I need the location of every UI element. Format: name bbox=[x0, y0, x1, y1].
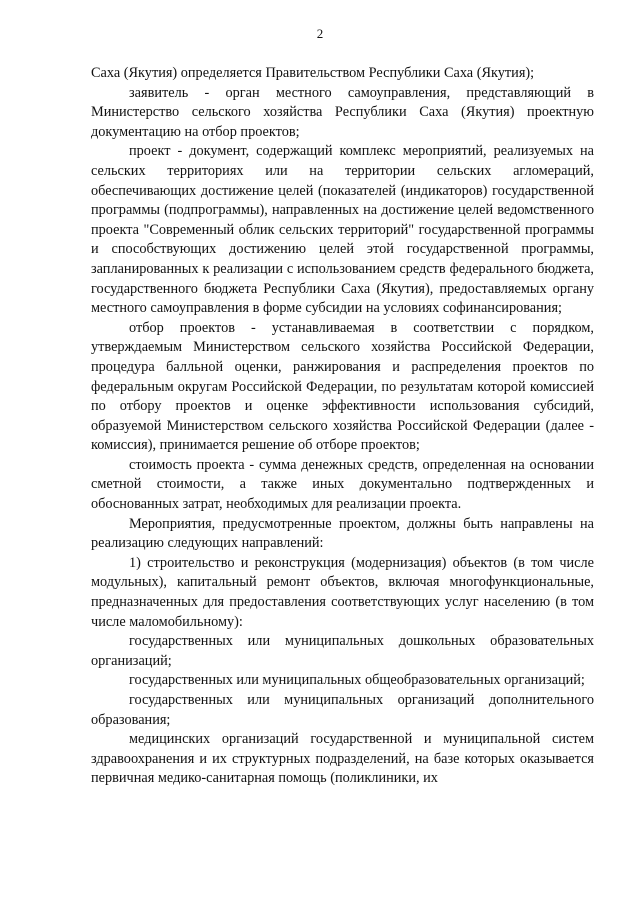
paragraph-list-item-1: 1) строительство и реконструкция (модернизация) объектов (в том числе модульных), капитальный ремонт объектов, включая многофункциональные, предназначенных для предоставления соответствующих услуг населению (в том числе маломобильному): bbox=[91, 554, 594, 630]
paragraph-project-cost-definition: стоимость проекта - сумма денежных средств, определенная на основании сметной стоимости, а также иных документально подтвержденных и обоснованных затрат, необходимых для реализации проекта. bbox=[91, 456, 594, 513]
paragraph-measures-intro: Мероприятия, предусмотренные проектом, должны быть направлены на реализацию следующих направлений: bbox=[91, 515, 594, 552]
paragraph-general-education: государственных или муниципальных общеобразовательных организаций; bbox=[129, 672, 585, 689]
paragraph-medical-organizations: медицинских организаций государственной и муниципальной систем здравоохранения и их структурных подразделений, на базе которых оказывается первичная медико-санитарная помощь (поликлиники, их bbox=[91, 731, 594, 787]
document-body bbox=[91, 64, 594, 789]
paragraph-additional-education: государственных или муниципальных организаций дополнительного образования; bbox=[91, 692, 594, 728]
paragraph-preschool: государственных или муниципальных дошкольных образовательных организаций; bbox=[91, 633, 594, 669]
paragraph-project-selection-definition: отбор проектов - устанавливаемая в соответствии с порядком, утверждаемым Министерством сельского хозяйства Российской Федерации, процедура балльной оценки, ранжирования и распределения проектов по федеральным округам Российской Федерации, по результатам которой комиссией по отбору проектов и оценке эффективности использования субсидий, образуемой Министерством сельского хозяйства Российской Федерации (далее - комиссия), принимается решение об отборе проектов; bbox=[91, 319, 594, 454]
paragraph-applicant-definition: заявитель - орган местного самоуправления, представляющий в Министерство сельского хозяйства Республики Саха (Якутия) проектную документацию на отбор проектов; bbox=[91, 84, 594, 140]
paragraph-project-definition: проект - документ, содержащий комплекс мероприятий, реализуемых на сельских территориях или на территории сельских агломераций, обеспечивающих достижение целей (показателей (индикаторов) государственной программы (подпрограммы), направленных на достижение целей ведомственного проекта "Современный облик сельских территорий" государственной программы и способствующих достижению целей этой государственной программы, запланированных к реализации с использованием средств федерального бюджета, государственного бюджета Республики Саха (Якутия), предоставляемых органу местного самоуправления в форме субсидии на условиях софинансирования; bbox=[91, 143, 594, 317]
page-number: 2 bbox=[316, 26, 324, 41]
paragraph-continuation: Саха (Якутия) определяется Правительством Республики Саха (Якутия); bbox=[91, 65, 535, 81]
